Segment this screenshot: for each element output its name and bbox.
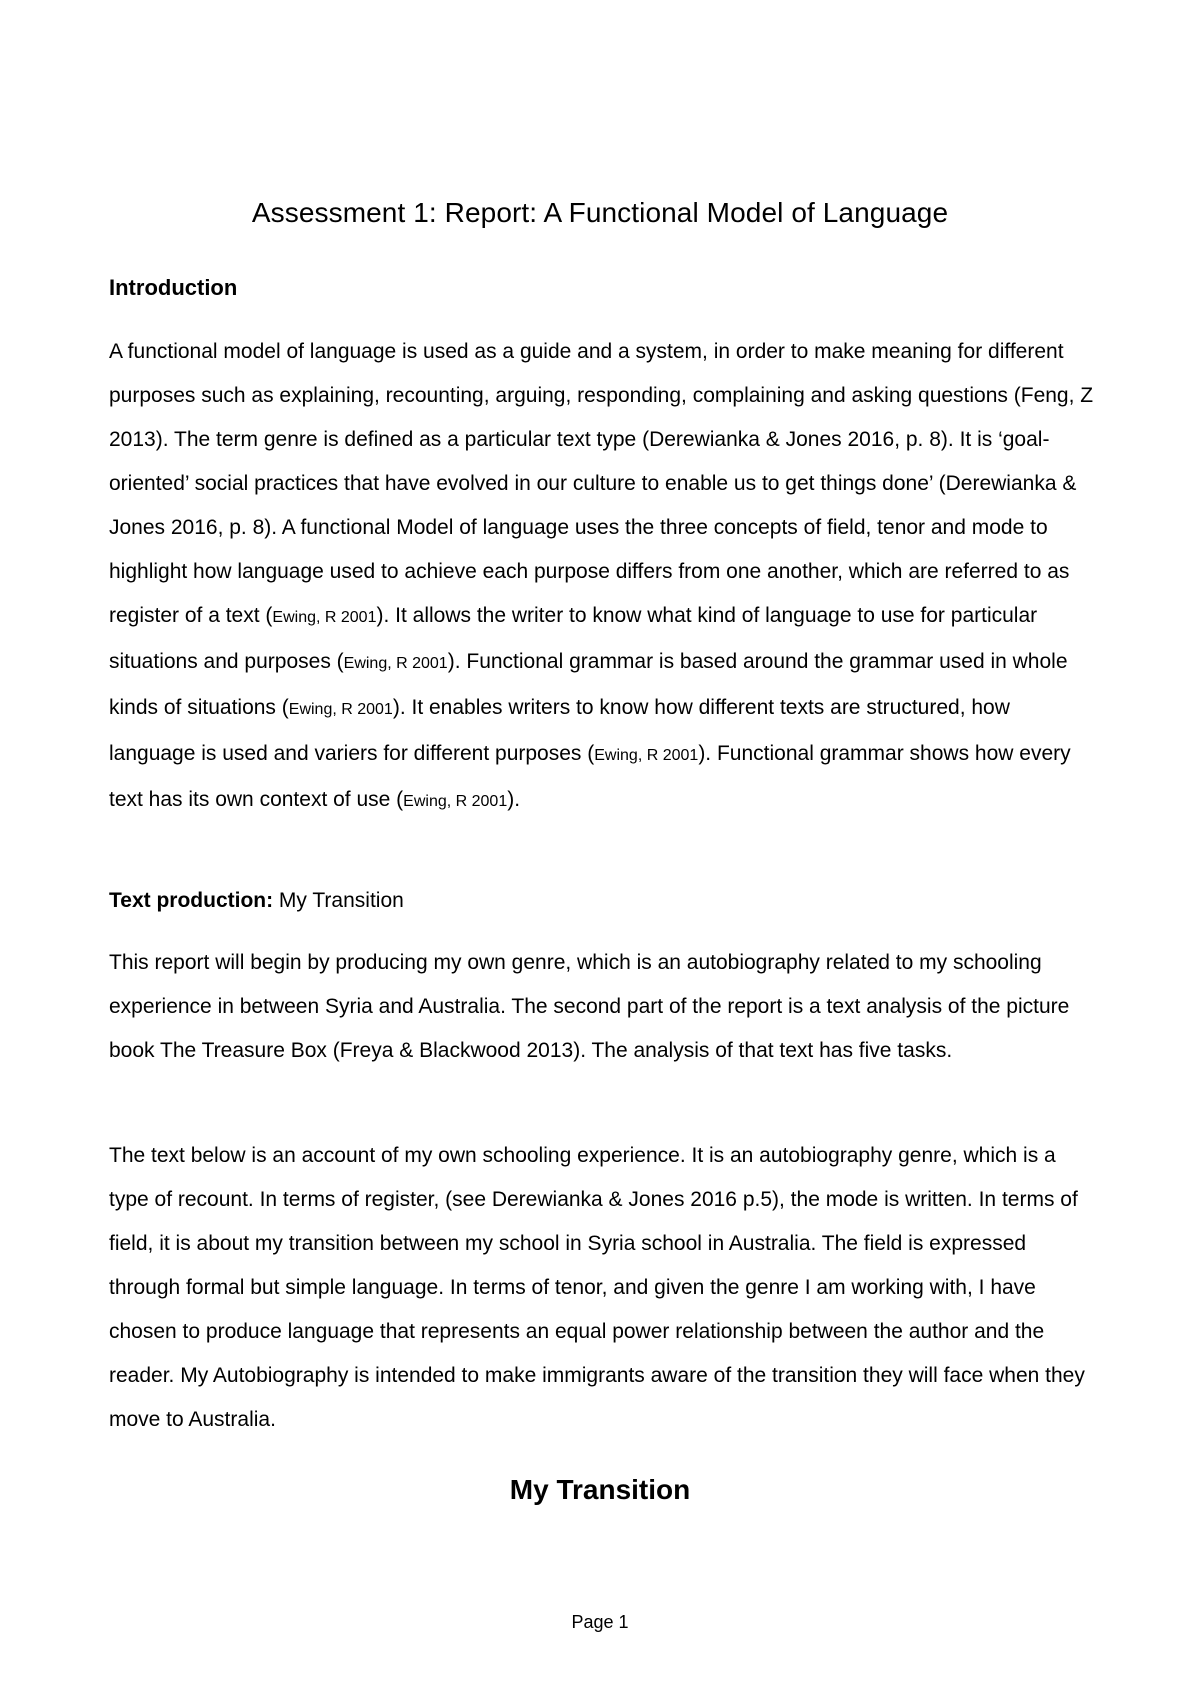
citation: Ewing, R 2001 xyxy=(343,655,448,672)
report-paragraph: This report will begin by producing my own genre, which is an autobiography related to my schooling experience in between Syria and Australia. The second part of the report is a text analysis of the picture book The Treasure Box (Freya & Blackwood 2013). The analysis of that text has five tasks. xyxy=(109,951,1070,1062)
section-title: My Transition xyxy=(509,1474,691,1505)
intro-text-segment: ). Functional grammar is based around the grammar used in whole kinds of situations ( xyxy=(109,650,1068,719)
intro-text-segment: ). It allows the writer to know what kind of language to use for particular situations and purposes ( xyxy=(109,604,1038,673)
citation: Ewing, R 2001 xyxy=(594,747,699,764)
intro-text-segment: A functional model of language is used as a guide and a system, in order to make meaning for different purposes such as explaining, recounting, arguing, responding, complaining and asking questions (Feng, Z 2013). The term genre is defined as a particular text type (Derewianka & Jones 2016, p. 8). It is ‘goal-oriented’ social practices that have evolved in our culture to enable us to get things done’ (Derewianka & Jones 2016, p. 8). A functional Model of language uses the three concepts of field, tenor and mode to highlight how language used to achieve each purpose differs from one another, which are referred to as register of a text ( xyxy=(109,340,1094,627)
intro-text-segment: ). Functional grammar shows how every text has its own context of use ( xyxy=(109,742,1071,811)
citation: Ewing, R 2001 xyxy=(288,701,393,718)
intro-text-segment: ). xyxy=(507,788,521,811)
account-paragraph: The text below is an account of my own schooling experience. It is an autobiography genre, which is a type of recount. In terms of register, (see Derewianka & Jones 2016 p.5), the mode is written. In terms of field, it is about my transition between my school in Syria school in Australia. The field is expressed through formal but simple language. In terms of tenor, and given the genre I am working with, I have chosen to produce language that represents an equal power relationship between the author and the reader. My Autobiography is intended to make immigrants aware of the transition they will face when they move to Australia. xyxy=(109,1144,1085,1431)
citation: Ewing, R 2001 xyxy=(272,609,377,626)
introduction-paragraph xyxy=(109,330,1099,824)
text-production-line xyxy=(109,886,404,916)
document-title: Assessment 1: Report: A Functional Model of Language xyxy=(251,197,949,228)
citation: Ewing, R 2001 xyxy=(403,793,508,810)
introduction-heading: Introduction xyxy=(109,275,238,300)
text-production-value: My Transition xyxy=(273,889,404,912)
page-number: Page 1 xyxy=(571,1612,629,1632)
intro-text-segment: ). It enables writers to know how different texts are structured, how language is used and variers for different purposes ( xyxy=(109,696,1010,765)
text-production-label: Text production: xyxy=(109,889,274,912)
